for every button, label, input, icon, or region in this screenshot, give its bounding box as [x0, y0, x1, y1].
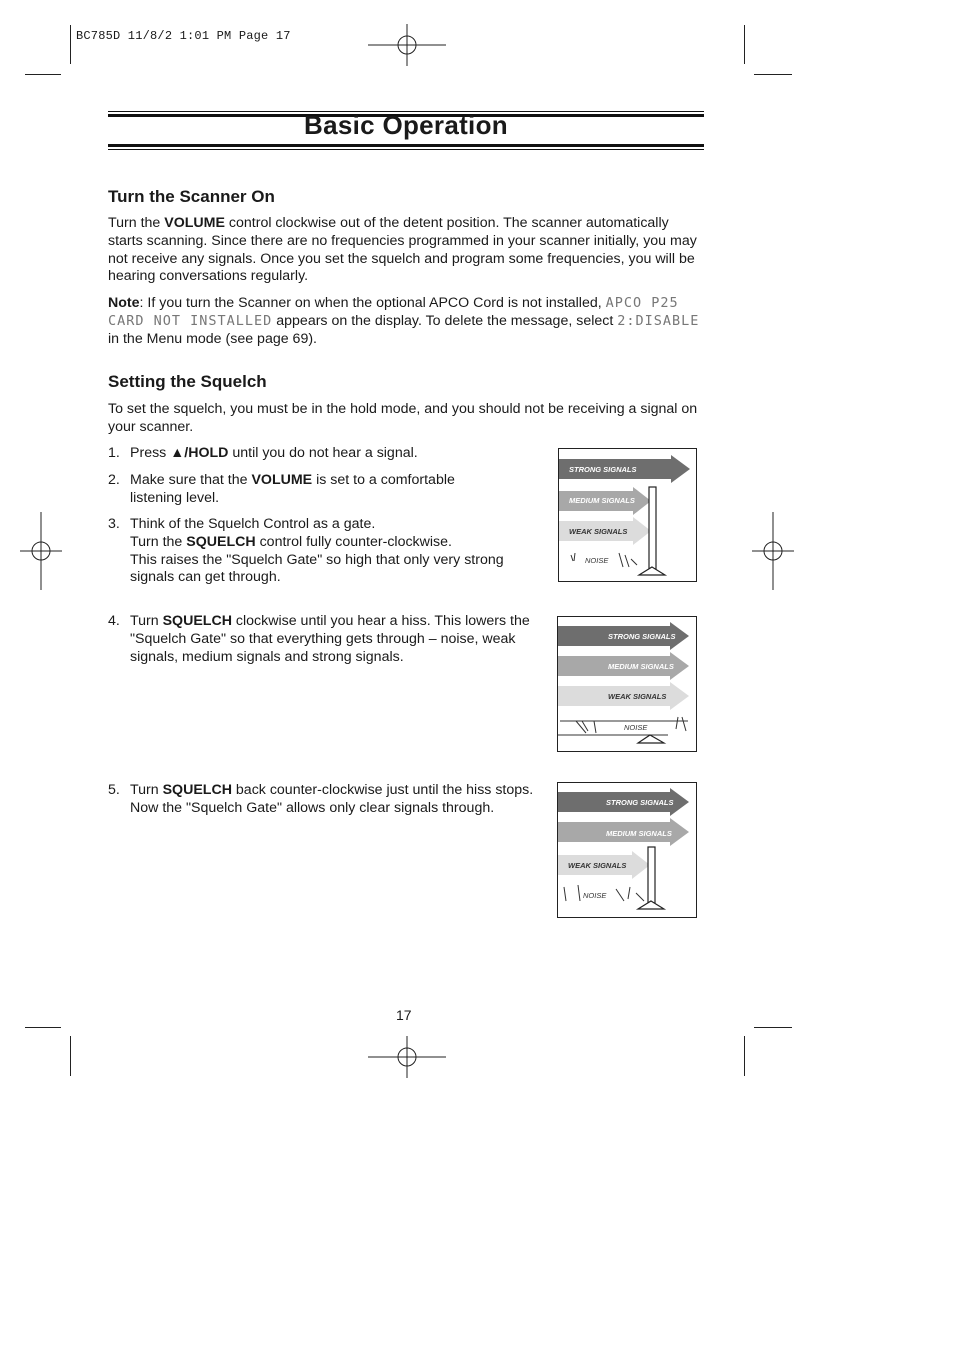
crop-mark [25, 74, 61, 75]
squelch-figure-gate-threshold [557, 782, 697, 918]
squelch-figure-gate-high [558, 448, 697, 582]
squelch-gate-base [639, 567, 665, 575]
lcd-menu-option: 2:DISABLE [617, 312, 700, 329]
title-rule-bottom-thick [108, 144, 704, 147]
strong-signal-label: STRONG SIGNALS [608, 632, 676, 641]
weak-signal-label: WEAK SIGNALS [568, 861, 627, 870]
registration-mark-icon [368, 24, 446, 66]
crop-mark [70, 1036, 71, 1076]
crop-mark [744, 1036, 745, 1076]
noise-label: NOISE [624, 723, 648, 732]
crop-mark [754, 74, 792, 75]
crop-mark [754, 1027, 792, 1028]
page-number: 17 [396, 1007, 412, 1023]
strong-signal-label: STRONG SIGNALS [569, 465, 637, 474]
print-slug: BC785D 11/8/2 1:01 PM Page 17 [76, 29, 291, 43]
squelch-gate-post [649, 487, 656, 569]
registration-mark-icon [20, 512, 62, 590]
page-title: Basic Operation [304, 110, 508, 140]
title-rule-bottom [108, 149, 704, 150]
section-heading-scanner-on: Turn the Scanner On [108, 187, 275, 206]
squelch-intro: To set the squelch, you must be in the hold mode, and you should not be receiving a signal on your scanner. [108, 401, 698, 435]
squelch-gate-base [638, 901, 664, 909]
lcd-message: APCO P25 CARD NOT INSTALLED [108, 295, 679, 329]
registration-mark-icon [368, 1036, 446, 1078]
weak-signal-label: WEAK SIGNALS [608, 692, 667, 701]
registration-mark-icon [752, 512, 794, 590]
section-heading-squelch: Setting the Squelch [108, 372, 267, 391]
medium-signal-label: MEDIUM SIGNALS [569, 496, 635, 505]
crop-mark [25, 1027, 61, 1028]
weak-signal-label: WEAK SIGNALS [569, 527, 628, 536]
squelch-gate-post [648, 847, 655, 903]
crop-mark [70, 25, 71, 64]
medium-signal-label: MEDIUM SIGNALS [606, 829, 672, 838]
medium-signal-label: MEDIUM SIGNALS [608, 662, 674, 671]
note-block: Note: If you turn the Scanner on when the optional APCO Cord is not installed, APCO P25 CARD NOT INSTALLED appears on the display. To delete the message, select 2:DISABLE in the Menu mode (see page 69). [108, 295, 700, 347]
noise-label: NOISE [585, 556, 609, 565]
strong-signal-label: STRONG SIGNALS [606, 798, 674, 807]
crop-mark [744, 25, 745, 64]
noise-label: NOISE [583, 891, 607, 900]
scanner-on-paragraph: Turn the VOLUME control clockwise out of the detent position. The scanner automatically starts scanning. Since there are no frequencies programmed in your scanner initially, you may not receive any signals. Once you set the squelch and program some frequencies, you will be hearing conversations regularly. [108, 215, 697, 285]
squelch-gate-base [638, 735, 664, 743]
squelch-figure-gate-low [557, 616, 697, 752]
note-label: Note [108, 295, 140, 311]
